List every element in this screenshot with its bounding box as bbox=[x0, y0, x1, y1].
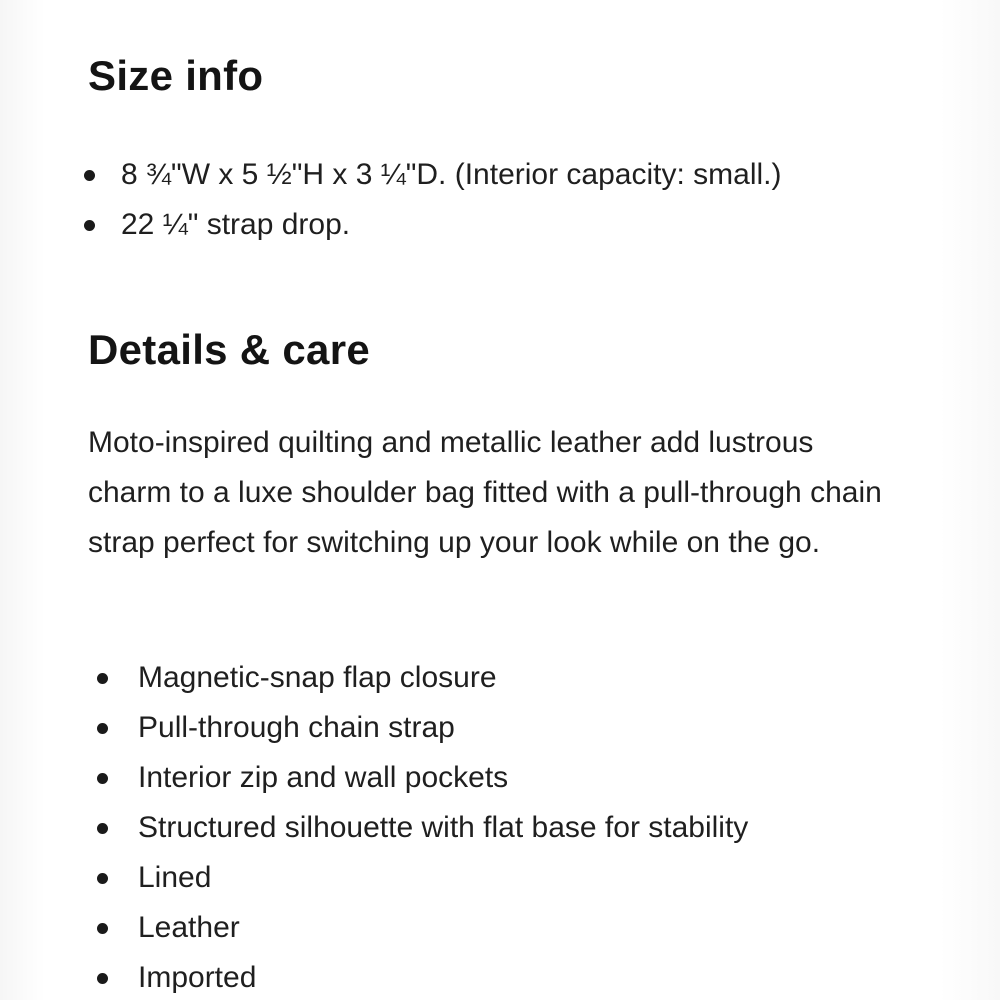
feature-text: Leather bbox=[138, 911, 240, 944]
product-description: Moto-inspired quilting and metallic leather add lustrous charm to a luxe shoulder bag fitted with a pull-through chain strap perfect for switching up your look while on the go. bbox=[88, 426, 882, 559]
feature-item bbox=[88, 653, 748, 703]
bullet-icon bbox=[97, 723, 108, 734]
size-info-text: 8 ¾"W x 5 ½"H x 3 ¼"D. (Interior capacity: small.) bbox=[121, 158, 782, 191]
size-info-heading: Size info bbox=[88, 52, 264, 99]
size-info-text: 22 ¼" strap drop. bbox=[121, 208, 351, 241]
bullet-icon bbox=[97, 823, 108, 834]
bullet-icon bbox=[97, 923, 108, 934]
feature-item bbox=[88, 753, 748, 803]
size-info-list bbox=[88, 150, 781, 250]
feature-text: Pull-through chain strap bbox=[138, 711, 455, 744]
size-info-item bbox=[88, 200, 781, 250]
feature-text: Imported bbox=[138, 961, 257, 994]
feature-text: Structured silhouette with flat base for stability bbox=[138, 811, 749, 844]
feature-item bbox=[88, 853, 748, 903]
details-care-heading: Details & care bbox=[88, 326, 371, 373]
feature-text: Interior zip and wall pockets bbox=[138, 761, 509, 794]
bullet-icon bbox=[97, 773, 108, 784]
feature-item bbox=[88, 953, 748, 1000]
feature-item bbox=[88, 903, 748, 953]
bullet-icon bbox=[97, 873, 108, 884]
bullet-icon bbox=[97, 973, 108, 984]
feature-text: Magnetic-snap flap closure bbox=[138, 661, 497, 694]
feature-item bbox=[88, 803, 748, 853]
bullet-icon bbox=[97, 673, 108, 684]
bullet-icon bbox=[84, 220, 95, 231]
size-info-item bbox=[88, 150, 781, 200]
bullet-icon bbox=[84, 170, 95, 181]
features-list bbox=[88, 653, 748, 1000]
feature-text: Lined bbox=[138, 861, 212, 894]
feature-item bbox=[88, 703, 748, 753]
